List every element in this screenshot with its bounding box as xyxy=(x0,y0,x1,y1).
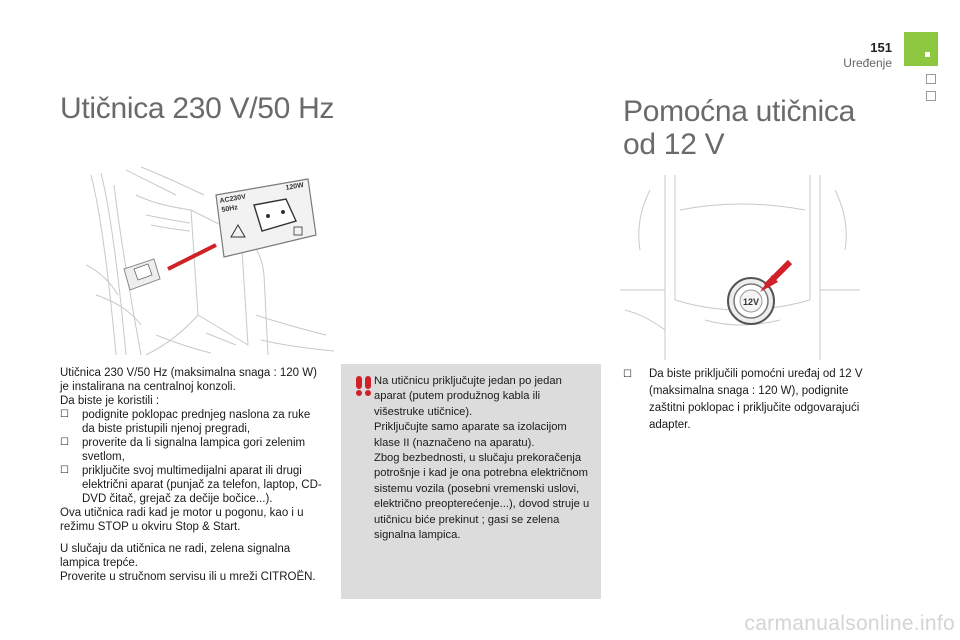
console-illustration-svg xyxy=(86,165,336,360)
12v-socket-illustration xyxy=(620,170,860,360)
12v-instructions xyxy=(623,366,863,434)
section-name: Uređenje xyxy=(843,56,892,70)
console-socket-illustration xyxy=(86,165,336,360)
socket-12v-label: 12V xyxy=(742,297,760,307)
12v-illustration-svg xyxy=(620,170,860,360)
list-item: ☐ podignite poklopac prednjeg naslona za ruke da biste pristupili njenoj pregradi, xyxy=(60,409,311,435)
checkbox-icon: ☐ xyxy=(60,465,69,476)
tab-marker xyxy=(925,52,930,57)
checkbox-icon: ☐ xyxy=(60,409,69,420)
service-text: Proverite u stručnom servisu ili u mreži CITROËN. xyxy=(60,571,316,583)
title-line-1: Pomoćna utičnica xyxy=(623,95,855,128)
red-pointer-line xyxy=(168,245,216,269)
console-socket xyxy=(124,259,160,290)
list-item: ☐ proverite da li signalna lampica gori zelenim svetlom, xyxy=(60,437,306,463)
label-50hz: 50Hz xyxy=(221,204,239,214)
section-title-230v: Utičnica 230 V/50 Hz xyxy=(60,92,335,125)
section-title-12v xyxy=(623,95,943,161)
fault-text: U slučaju da utičnica ne radi, zelena signalna lampica trepće. xyxy=(60,543,291,569)
230v-instructions xyxy=(60,366,325,584)
intro-usage: Da biste je koristili : xyxy=(60,395,160,407)
checkbox-icon: ☐ xyxy=(623,369,632,380)
warning-text xyxy=(374,374,592,543)
label-ac230v: AC230V xyxy=(219,193,247,205)
title-line-2: od 12 V xyxy=(623,128,725,161)
operation-note: Ova utičnica radi kad je motor u pogonu, kao i u režimu STOP u okviru Stop & Start. xyxy=(60,507,304,533)
warning-exclamation-icon xyxy=(354,375,376,397)
socket-label-plate xyxy=(216,179,316,257)
list-item: ☐ Da biste priključili pomoćni uređaj od 12 V (maksimalna snaga : 120 W), podignite zaštitni poklopac i priključite odgovarajući adapter. xyxy=(623,368,863,431)
checkbox-icon: ☐ xyxy=(60,437,69,448)
red-arrow-icon xyxy=(760,262,790,292)
warning-paragraph: Priključujte samo aparate sa izolacijom klase II (naznačeno na aparatu). xyxy=(374,421,567,449)
warning-box xyxy=(341,364,601,599)
watermark: carmanualsonline.info xyxy=(744,612,955,635)
chapter-tab-active xyxy=(904,32,938,66)
page-number: 151 xyxy=(870,40,892,55)
intro-text: Utičnica 230 V/50 Hz (maksimalna snaga : 120 W) je instalirana na centralnoj konzoli. xyxy=(60,367,317,393)
warning-paragraph: Na utičnicu priključujte jedan po jedan aparat (putem produžnog kabla ili višestruke utičnice). xyxy=(374,375,562,418)
label-120w: 120W xyxy=(285,181,305,192)
list-item: ☐ priključite svoj multimedijalni aparat ili drugi električni aparat (punjač za telefon, laptop, CD-DVD čitač, grejač za dečije bočice...). xyxy=(60,465,322,505)
chapter-tab xyxy=(926,74,936,84)
steps-list xyxy=(60,408,325,506)
warning-paragraph: Zbog bezbednosti, u slučaju prekoračenja potrošnje i kad je ona potrebna električnom sistemu vozila (posebni vremenski uslovi, električno preopterećenje...), dovod struje u utičnicu biće prekinut ; gasi se zelena signalna lampica. xyxy=(374,452,590,542)
